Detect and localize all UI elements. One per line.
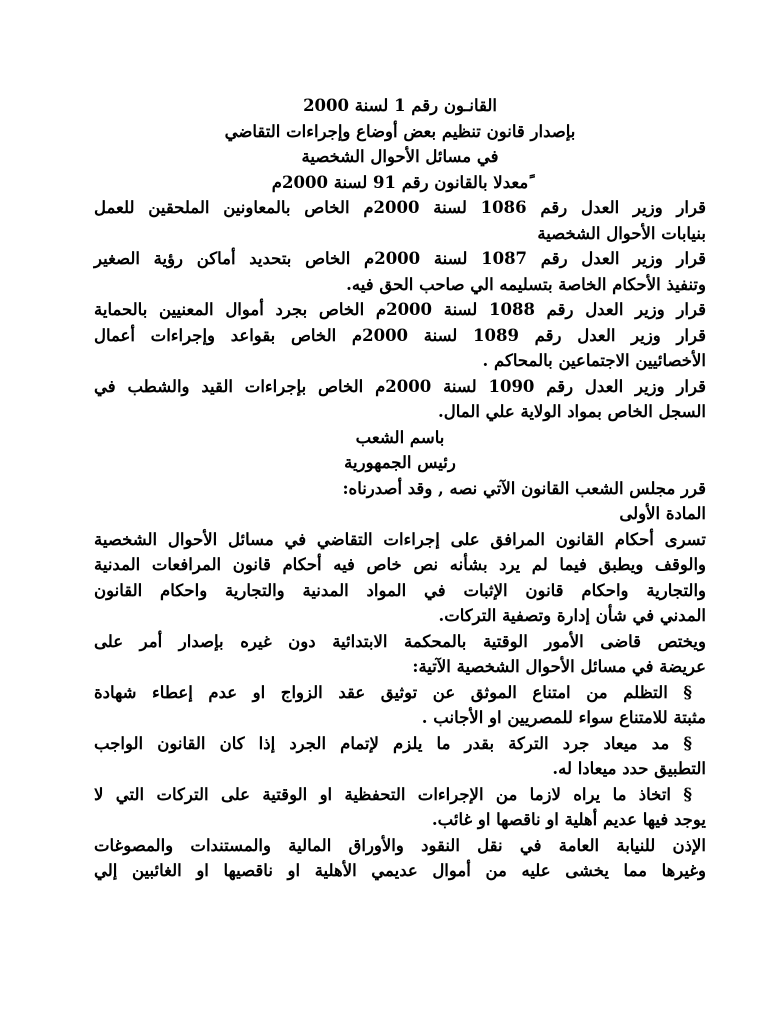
law-title: القانـون رقم 1 لسنة 2000 [303, 96, 497, 115]
president-heading: رئيس الجمهورية [344, 453, 456, 472]
law-subtitle-line-2: في مسائل الأحوال الشخصية [301, 147, 499, 166]
article-one-paragraph-2-line-2: عريضة في مسائل الأحوال الشخصية الآتية: [412, 657, 706, 676]
decree-1088-line-1: قرار وزير العدل رقم 1088 لسنة 2000م الخاص بجرد أموال المعنيين بالحماية [94, 300, 706, 319]
decree-1086-line-2: بنيابات الأحوال الشخصية [537, 223, 706, 243]
enactment-statement: قرر مجلس الشعب القانون الآتي نصه , وقد أصدرناه: [342, 478, 706, 498]
in-the-name-of-the-people: باسم الشعب [355, 427, 445, 447]
decree-1087-line-1: قرار وزير العدل رقم 1087 لسنة 2000م الخاص بتحديد أماكن رؤية الصغير [94, 249, 707, 268]
article-one-paragraph-3-line-2: وغيرها مما يخشى عليه من أموال عديمي الأهلية او ناقصيها او الغائبين إلي [94, 861, 706, 880]
article-one-paragraph-3-line-1: الإذن للنيابة العامة في نقل النقود والأوراق المالية والمستندات والمصوغات [94, 835, 706, 855]
decree-1089-line-1: قرار وزير العدل رقم 1089 لسنة 2000م الخاص بقواعد وإجراءات أعمال [94, 325, 706, 345]
article-one-paragraph-2-line-1: ويختص قاضى الأمور الوقتية بالمحكمة الابتدائية دون غيره بإصدار أمر على [94, 631, 706, 651]
decree-1087-line-2: وتنفيذ الأحكام الخاصة بتسليمه الي صاحب الحق فيه. [346, 274, 706, 294]
article-one-paragraph-1-line-2: والوقف ويطبق فيما لم يرد بشأنه نص خاص فيه أحكام قانون المرافعات المدنية [94, 555, 706, 574]
law-subtitle-line-1: بإصدار قانون تنظيم بعض أوضاع وإجراءات التقاضي [224, 121, 576, 141]
bullet-item-1-line-2: مثبتة للامتناع سواء للمصريين او الأجانب . [421, 708, 706, 727]
article-one-paragraph-1-line-1: تسرى أحكام القانون المرافق على إجراءات التقاضي في مسائل الأحوال الشخصية [94, 529, 706, 549]
decree-1089-line-2: الأخصائيين الاجتماعين بالمحاكم . [482, 351, 706, 370]
document-body [94, 93, 706, 884]
bullet-item-1-line-1: § التظلم من امتناع الموثق عن توثيق عقد الزواج او عدم إعطاء شهادة [94, 682, 692, 702]
article-one-paragraph-1-line-3: والتجارية واحكام قانون الإثبات في المواد المدنية والتجارية واحكام القانون [94, 580, 706, 600]
law-amendment-note: ًمعدلا بالقانون رقم 91 لسنة 2000م [271, 172, 529, 192]
decree-1086-line-1: قرار وزير العدل رقم 1086 لسنة 2000م الخاص بالمعاونين الملحقين للعمل [94, 198, 707, 217]
article-one-heading: المادة الأولى [619, 504, 706, 523]
article-one-paragraph-1-line-4: المدني في شأن إدارة وتصفية التركات. [438, 606, 706, 625]
bullet-item-3-line-2: يوجد فيها عديم أهلية او ناقصها او غائب. [431, 810, 706, 829]
bullet-item-2-line-1: § مد ميعاد جرد التركة بقدر ما يلزم لإتمام الجرد إذا كان القانون الواجب [94, 733, 692, 753]
decree-1090-line-2: السجل الخاص بمواد الولاية علي المال. [438, 402, 706, 421]
decree-1090-line-1: قرار وزير العدل رقم 1090 لسنة 2000م الخاص بإجراءات القيد والشطب في [94, 376, 706, 396]
bullet-item-3-line-1: § اتخاذ ما يراه لازما من الإجراءات التحفظية او الوقتية على التركات التي لا [94, 784, 692, 804]
bullet-item-2-line-2: التطبيق حدد ميعادا له. [552, 759, 706, 778]
